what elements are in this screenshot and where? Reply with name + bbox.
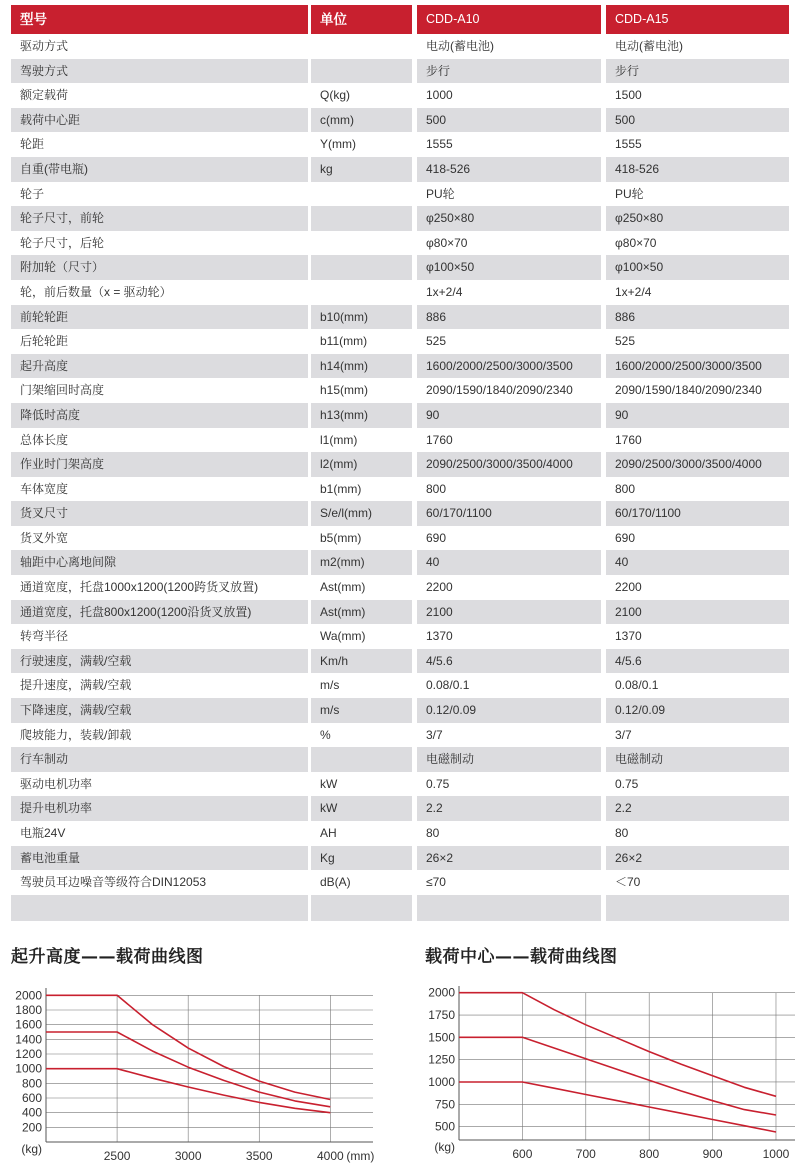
param-unit: Ast(mm) <box>311 600 412 625</box>
table-row <box>11 747 789 772</box>
table-row <box>11 550 789 575</box>
table-row <box>11 846 789 871</box>
param-unit <box>311 231 412 256</box>
value-cdd-a15: 886 <box>606 305 789 330</box>
table-row <box>11 255 789 280</box>
value-cdd-a15: 2.2 <box>606 796 789 821</box>
value-cdd-a10: 2200 <box>426 580 453 595</box>
value-cdd-a10: 525 <box>426 334 447 349</box>
param-unit <box>311 59 412 84</box>
param-name: 车体宽度 <box>20 481 69 496</box>
value-cdd-a15: 2090/2500/3000/3500/4000 <box>606 452 789 477</box>
table-row <box>11 600 789 625</box>
param-unit: h13(mm) <box>311 403 412 428</box>
value-cdd-a15: φ250×80 <box>606 206 789 231</box>
param-name: 轮，前后数量（x = 驱动轮） <box>20 284 172 299</box>
value-cdd-a15: 2200 <box>615 580 642 595</box>
x-tick-label: 3000 <box>174 1149 202 1163</box>
param-name: 爬坡能力，装载/卸载 <box>20 727 132 742</box>
value-cdd-a15: 90 <box>606 403 789 428</box>
param-unit: Ast(mm) <box>320 580 366 595</box>
param-name: 总体长度 <box>20 432 69 447</box>
table-row <box>11 501 789 526</box>
value-cdd-a15: 690 <box>615 530 636 545</box>
param-name: 转弯半径 <box>20 629 69 644</box>
value-cdd-a15: 418-526 <box>606 157 789 182</box>
value-cdd-a15: 525 <box>615 334 636 349</box>
param-unit: b5(mm) <box>320 530 362 545</box>
value-cdd-a15: 0.12/0.09 <box>606 698 789 723</box>
table-row <box>11 772 789 797</box>
value-cdd-a15: 2090/1590/1840/2090/2340 <box>615 383 762 398</box>
y-tick-label: 1500 <box>428 1030 455 1045</box>
param-name: 下降速度，满载/空载 <box>11 698 308 723</box>
param-name: 通道宽度，托盘1000x1200(1200跨货叉放置) <box>20 580 259 595</box>
header-cdd-a10: CDD-A10 <box>417 5 601 34</box>
table-row <box>11 526 789 551</box>
x-tick-label: 3500 <box>245 1149 273 1163</box>
table-header-row <box>11 5 789 34</box>
param-name: 载荷中心距 <box>11 108 308 133</box>
param-unit: Q(kg) <box>320 88 350 103</box>
param-name: 电瓶24V <box>20 826 66 840</box>
param-unit: b10(mm) <box>311 305 412 330</box>
param-unit: S/e/l(mm) <box>311 501 412 526</box>
table-row <box>11 477 789 502</box>
table-row <box>11 428 789 453</box>
table-row <box>11 378 789 403</box>
header-cdd-a15: CDD-A15 <box>606 5 789 34</box>
table-row <box>11 575 789 600</box>
param-unit: Km/h <box>311 649 412 674</box>
param-unit: h15(mm) <box>320 383 369 398</box>
param-unit <box>311 747 412 772</box>
y-axis-label: (kg) <box>434 1140 455 1154</box>
table-row <box>11 59 789 84</box>
value-cdd-a15: ＜70 <box>615 875 641 890</box>
param-unit: m/s <box>311 698 412 723</box>
lift-height-load-chart <box>0 975 400 1172</box>
value-cdd-a15: 电磁制动 <box>606 747 789 772</box>
table-body <box>11 34 789 921</box>
table-row <box>11 182 789 207</box>
param-name: 轴距中心离地间隙 <box>11 550 308 575</box>
value-cdd-a10: 60/170/1100 <box>417 501 601 526</box>
value-cdd-a15: PU轮 <box>615 186 644 201</box>
y-tick-label: 1750 <box>428 1008 455 1023</box>
table-row <box>11 157 789 182</box>
y-tick-label: 1400 <box>15 1032 42 1047</box>
param-name: 轮子尺寸，后轮 <box>20 235 105 250</box>
value-cdd-a10: 电动(蓄电池) <box>426 39 494 53</box>
y-tick-label: 1250 <box>428 1052 455 1067</box>
value-cdd-a10: 1555 <box>426 137 453 152</box>
value-cdd-a10: 3/7 <box>426 727 443 742</box>
param-name: 提升电机功率 <box>11 796 308 821</box>
table-row <box>11 231 789 256</box>
value-cdd-a10: 1370 <box>426 629 453 644</box>
param-unit <box>311 255 412 280</box>
value-cdd-a15: 3/7 <box>615 727 632 742</box>
value-cdd-a15: 0.08/0.1 <box>615 678 659 693</box>
param-unit <box>311 206 412 231</box>
y-tick-label: 2000 <box>15 988 42 1003</box>
value-cdd-a15: φ100×50 <box>606 255 789 280</box>
param-name: 货叉外宽 <box>20 530 69 545</box>
table-row <box>11 108 789 133</box>
param-name: 通道宽度，托盘800x1200(1200沿货叉放置) <box>11 600 308 625</box>
table-row <box>11 305 789 330</box>
param-name: 门架缩回时高度 <box>20 383 105 398</box>
empty-cell <box>311 895 412 921</box>
value-cdd-a10: 1760 <box>426 432 453 447</box>
value-cdd-a10: ≤70 <box>426 875 446 890</box>
header-unit: 单位 <box>311 5 412 34</box>
value-cdd-a15: 26×2 <box>606 846 789 871</box>
load-center-load-chart <box>400 975 800 1172</box>
y-axis-label: (kg) <box>21 1142 42 1156</box>
y-tick-label: 1000 <box>15 1061 42 1076</box>
value-cdd-a10: 1000 <box>426 88 453 103</box>
value-cdd-a10: 418-526 <box>417 157 601 182</box>
x-tick-label: 800 <box>639 1147 660 1161</box>
value-cdd-a15: 500 <box>606 108 789 133</box>
param-unit: b1(mm) <box>320 481 362 496</box>
y-tick-label: 750 <box>434 1097 455 1112</box>
x-tick-label: 4000 <box>316 1149 344 1163</box>
x-tick-label: 600 <box>512 1147 533 1161</box>
y-tick-label: 200 <box>21 1120 42 1135</box>
param-name: 驱动电机功率 <box>20 776 93 791</box>
table-row <box>11 870 789 895</box>
param-unit: m/s <box>320 678 340 693</box>
param-name: 驾驶方式 <box>11 59 308 84</box>
value-cdd-a15: 800 <box>615 481 636 496</box>
y-tick-label: 1800 <box>15 1003 42 1017</box>
table-row <box>11 280 789 305</box>
table-row <box>11 354 789 379</box>
spec-table <box>11 5 789 921</box>
param-unit <box>311 280 412 305</box>
value-cdd-a10: 2090/2500/3000/3500/4000 <box>417 452 601 477</box>
value-cdd-a15: 1500 <box>615 88 642 103</box>
table-row <box>11 34 789 59</box>
x-tick-label: 700 <box>575 1147 596 1161</box>
table-row <box>11 132 789 157</box>
param-unit: % <box>320 727 331 742</box>
value-cdd-a10: φ100×50 <box>417 255 601 280</box>
param-name: 后轮轮距 <box>20 334 69 349</box>
param-unit: kg <box>311 157 412 182</box>
table-row <box>11 796 789 821</box>
y-tick-label: 1600 <box>15 1017 42 1032</box>
value-cdd-a10: 步行 <box>417 59 601 84</box>
table-row <box>11 698 789 723</box>
value-cdd-a10: 90 <box>417 403 601 428</box>
table-row <box>11 329 789 354</box>
chart2-title: 载荷中心——载荷曲线图 <box>425 947 618 967</box>
value-cdd-a10: 26×2 <box>417 846 601 871</box>
value-cdd-a10: 800 <box>426 481 447 496</box>
value-cdd-a15: φ80×70 <box>615 235 657 250</box>
y-tick-label: 600 <box>21 1091 42 1105</box>
x-tick-label: 1000 <box>762 1147 790 1161</box>
param-name: 作业时门架高度 <box>11 452 308 477</box>
series-line <box>459 993 776 1097</box>
param-name: 蓄电池重量 <box>11 846 308 871</box>
param-name: 降低时高度 <box>11 403 308 428</box>
series-line <box>459 1037 776 1115</box>
param-name: 附加轮（尺寸） <box>11 255 308 280</box>
value-cdd-a10: 886 <box>417 305 601 330</box>
param-unit: l2(mm) <box>311 452 412 477</box>
value-cdd-a10: 0.12/0.09 <box>417 698 601 723</box>
value-cdd-a10: 2.2 <box>417 796 601 821</box>
value-cdd-a10: 0.75 <box>426 776 450 791</box>
param-unit <box>311 182 412 207</box>
value-cdd-a15: 1370 <box>615 629 642 644</box>
param-unit <box>311 34 412 59</box>
empty-cell <box>606 895 789 921</box>
param-unit: AH <box>320 826 337 840</box>
param-unit: kW <box>320 776 338 791</box>
value-cdd-a15: 电动(蓄电池) <box>615 39 683 53</box>
param-unit: c(mm) <box>311 108 412 133</box>
value-cdd-a10: 1x+2/4 <box>426 284 463 299</box>
table-footer-row <box>11 895 789 921</box>
value-cdd-a15: 1555 <box>615 137 642 152</box>
value-cdd-a10: 2100 <box>417 600 601 625</box>
value-cdd-a10: 电磁制动 <box>417 747 601 772</box>
table-row <box>11 821 789 846</box>
param-name: 额定载荷 <box>20 88 69 103</box>
value-cdd-a10: 690 <box>426 530 447 545</box>
y-tick-label: 800 <box>21 1076 42 1091</box>
param-name: 轮距 <box>20 137 45 152</box>
param-name: 提升速度，满载/空载 <box>20 678 132 693</box>
empty-cell <box>417 895 601 921</box>
value-cdd-a10: φ250×80 <box>417 206 601 231</box>
header-model: 型号 <box>11 5 308 34</box>
param-unit: b11(mm) <box>320 334 368 349</box>
param-name: 自重(带电瓶) <box>11 157 308 182</box>
param-unit: l1(mm) <box>320 432 358 447</box>
x-axis-label: (mm) <box>346 1149 375 1163</box>
param-name: 轮子尺寸，前轮 <box>11 206 308 231</box>
param-name: 驾驶员耳边噪音等级符合DIN12053 <box>20 875 207 890</box>
value-cdd-a10: PU轮 <box>426 186 455 201</box>
param-name: 行驶速度，满载/空载 <box>11 649 308 674</box>
value-cdd-a10: 500 <box>417 108 601 133</box>
value-cdd-a10: 4/5.6 <box>417 649 601 674</box>
value-cdd-a10: 80 <box>426 826 440 840</box>
y-tick-label: 1200 <box>15 1047 42 1061</box>
param-unit: Kg <box>311 846 412 871</box>
table-row <box>11 624 789 649</box>
param-name: 驱动方式 <box>20 39 69 53</box>
value-cdd-a10: 40 <box>417 550 601 575</box>
value-cdd-a10: 0.08/0.1 <box>426 678 470 693</box>
param-name: 起升高度 <box>11 354 308 379</box>
param-unit: kW <box>311 796 412 821</box>
value-cdd-a15: 2100 <box>606 600 789 625</box>
value-cdd-a15: 1760 <box>615 432 642 447</box>
empty-cell <box>11 895 308 921</box>
value-cdd-a15: 步行 <box>606 59 789 84</box>
value-cdd-a10: 1600/2000/2500/3000/3500 <box>417 354 601 379</box>
table-row <box>11 673 789 698</box>
value-cdd-a15: 4/5.6 <box>606 649 789 674</box>
table-row <box>11 83 789 108</box>
value-cdd-a15: 1600/2000/2500/3000/3500 <box>606 354 789 379</box>
value-cdd-a10: φ80×70 <box>426 235 468 250</box>
y-tick-label: 1000 <box>428 1074 455 1089</box>
value-cdd-a15: 80 <box>615 826 629 840</box>
series-line <box>459 1082 776 1132</box>
param-name: 货叉尺寸 <box>11 501 308 526</box>
param-unit: dB(A) <box>320 875 351 890</box>
value-cdd-a15: 60/170/1100 <box>606 501 789 526</box>
table-row <box>11 649 789 674</box>
table-row <box>11 403 789 428</box>
x-tick-label: 2500 <box>103 1149 131 1163</box>
param-unit: m2(mm) <box>311 550 412 575</box>
value-cdd-a15: 1x+2/4 <box>615 284 652 299</box>
param-name: 行车制动 <box>11 747 308 772</box>
table-row <box>11 723 789 748</box>
x-tick-label: 900 <box>702 1147 723 1161</box>
y-tick-label: 500 <box>434 1119 455 1134</box>
param-unit: Y(mm) <box>320 137 356 152</box>
value-cdd-a15: 0.75 <box>615 776 639 791</box>
value-cdd-a10: 2090/1590/1840/2090/2340 <box>426 383 573 398</box>
table-row <box>11 206 789 231</box>
value-cdd-a15: 40 <box>606 550 789 575</box>
chart1-title: 起升高度——载荷曲线图 <box>11 947 204 967</box>
table-row <box>11 452 789 477</box>
y-tick-label: 2000 <box>428 985 455 1000</box>
y-tick-label: 400 <box>21 1105 42 1120</box>
param-unit: h14(mm) <box>311 354 412 379</box>
param-unit: Wa(mm) <box>320 629 366 644</box>
param-name: 轮子 <box>20 186 45 201</box>
param-name: 前轮轮距 <box>11 305 308 330</box>
